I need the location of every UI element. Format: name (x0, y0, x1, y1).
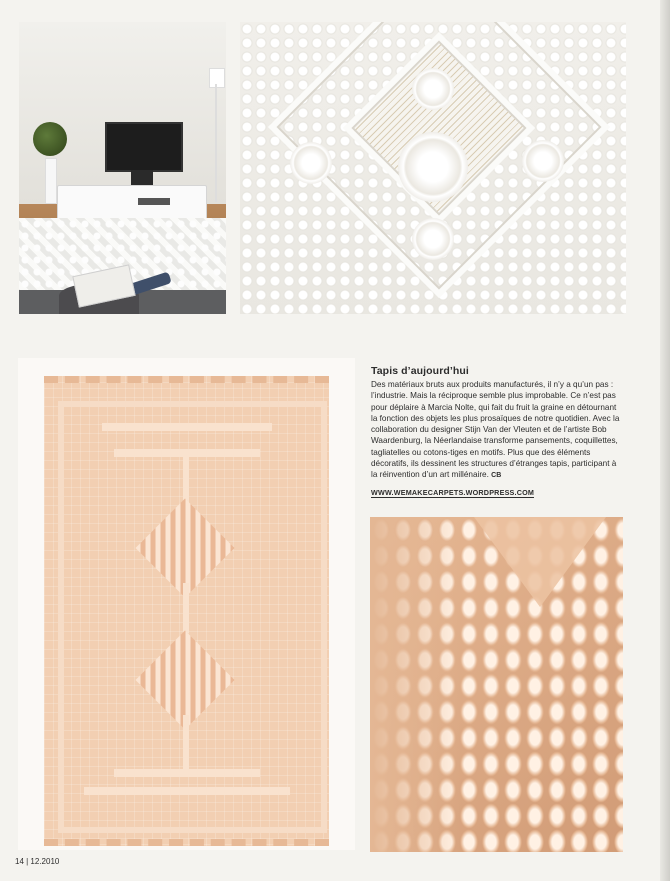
photo-living-room-carpet (19, 22, 226, 314)
rosette-center (398, 132, 468, 202)
pink-motif-bar-lower (114, 769, 260, 777)
television-stand (131, 170, 153, 186)
page-number: 14 | 12.2010 (15, 857, 60, 866)
television (105, 122, 183, 172)
pink-carpet (44, 376, 329, 846)
plant-stand (45, 158, 57, 204)
pink-motif-bar-top (102, 423, 272, 431)
pink-motif-stem-bottom (183, 715, 189, 769)
floor-lamp-pole (215, 84, 217, 202)
article-body-text: Des matériaux bruts aux produits manufacturés, il n’y a qu’un pas : l’industrie. Mais la réciproque semble plus improbable. Ce n’est pas pour déplaire à Marcia Nolte, qui fait du fruit la graine en détournant la fonction des objets les plus prosaïques de notre quotidien. Avec la collaboration du designer Stijn Van der Vleuten et de l’artiste Bob Waardenburg, la Néerlandaise transforme pansements, coquillettes, tagliatelles ou cotons-tiges en motifs. Plus que des éléments décoratifs, ils dessinent les structures d’étranges tapis, participant à la réinvention d’un art millénaire. (371, 380, 620, 480)
pink-motif-bar-bottom (84, 787, 290, 795)
article-credit: CB (491, 472, 502, 480)
plant (33, 122, 67, 156)
photo-white-carpet-detail (240, 22, 626, 314)
rosette-top (412, 68, 454, 110)
photo-pink-carpet (18, 358, 355, 850)
closeup-shadow (370, 517, 460, 852)
rosette-right (522, 140, 564, 182)
website-link[interactable]: WWW.WEMAKECARPETS.WORDPRESS.COM (371, 487, 535, 497)
rosette-bottom (412, 218, 454, 260)
pink-motif-stem-mid (183, 583, 189, 633)
rosette-left (290, 142, 332, 184)
article-heading: Tapis d’aujourd’hui (371, 365, 469, 377)
article-body (371, 379, 623, 482)
page-edge (660, 0, 670, 881)
tv-cabinet (57, 185, 207, 220)
floor-lamp-shade (209, 68, 225, 88)
article-text-block (371, 365, 623, 500)
photo-pink-carpet-closeup (370, 517, 623, 852)
